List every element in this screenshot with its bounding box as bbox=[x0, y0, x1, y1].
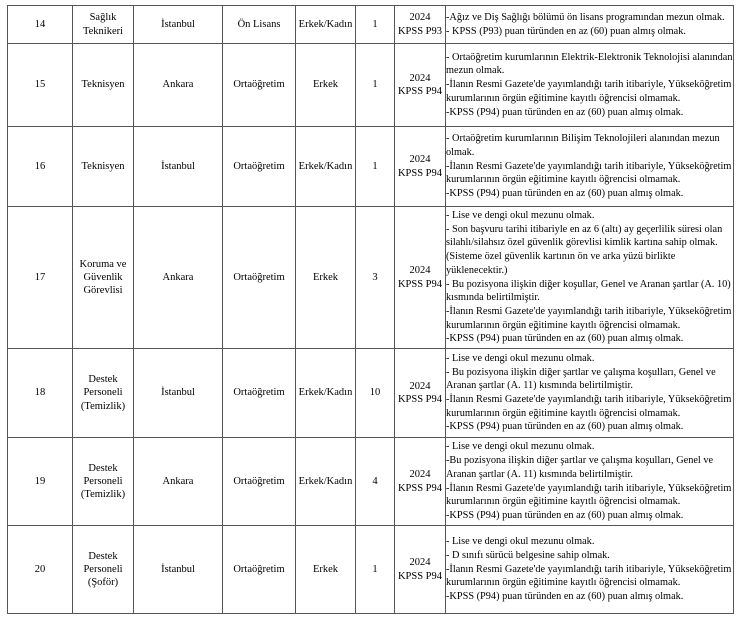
requirement-line: - Lise ve dengi okul mezunu olmak. bbox=[446, 352, 595, 364]
cell-education-level: Ortaöğretim bbox=[223, 438, 296, 526]
cell-count: 1 bbox=[356, 6, 395, 44]
cell-count: 10 bbox=[356, 349, 395, 438]
requirement-line: - Lise ve dengi okul mezunu olmak. bbox=[446, 536, 595, 548]
cell-requirements bbox=[446, 526, 734, 614]
cell-position bbox=[73, 438, 134, 526]
position-line: (Temizlik) bbox=[80, 489, 126, 501]
requirement-line: - Ortaöğretim kurumlarının Bilişim Teknolojileri alanından mezun olmak. bbox=[446, 133, 720, 158]
position-line: Teknikeri bbox=[82, 25, 124, 37]
kpss-line: KPSS P94 bbox=[397, 167, 443, 179]
kpss-line: 2024 bbox=[409, 557, 431, 569]
kpss-line: 2024 bbox=[409, 72, 431, 84]
position-line: Teknisyen bbox=[81, 160, 125, 172]
kpss-line: KPSS P94 bbox=[397, 86, 443, 97]
requirement-line: - Lise ve dengi okul mezunu olmak. bbox=[446, 441, 595, 453]
table-row bbox=[8, 349, 734, 438]
requirement-line: -KPSS (P94) puan türünden en az (60) puan almış olmak. bbox=[446, 509, 684, 521]
cell-city: İstanbul bbox=[134, 127, 223, 207]
requirement-line: -Bu pozisyona ilişkin diğer şartlar ve çalışma koşulları, Genel ve Aranan şartlar (A. 11) kısmında belirtilmiştir. bbox=[446, 455, 714, 480]
table-row bbox=[8, 127, 734, 207]
position-line: Personeli bbox=[83, 387, 123, 399]
position-line: Sağlık bbox=[89, 12, 117, 24]
requirement-line: -İlanın Resmi Gazete'de yayımlandığı tarih itibariyle, Yükseköğretim kurumlarının örgün eğitimine kayıtlı öğrencisi olmamak. bbox=[446, 394, 732, 419]
requirement-line: -KPSS (P94) puan türünden en az (60) puan almış olmak. bbox=[446, 421, 684, 433]
requirement-line: -İlanın Resmi Gazete'de yayımlandığı tarih itibariyle, Yükseköğretim kurumlarının örgün eğitimine kayıtlı öğrencisi olmamak. bbox=[446, 482, 732, 508]
cell-city: İstanbul bbox=[134, 526, 223, 614]
requirement-line: -KPSS (P94) puan türünden en az (60) puan almış olmak. bbox=[446, 591, 684, 603]
requirement-line: -İlanın Resmi Gazete'de yayımlandığı tarih itibariyle, Yükseköğretim kurumlarının örgün eğitimine kayıtlı öğrencisi olmamak. bbox=[446, 305, 732, 331]
kpss-line: KPSS P93 bbox=[397, 25, 443, 37]
cell-requirements bbox=[446, 349, 734, 438]
cell-kpss-score-type bbox=[395, 127, 446, 207]
cell-education-level: Ortaöğretim bbox=[223, 526, 296, 614]
kpss-line: 2024 bbox=[409, 469, 431, 481]
cell-requirements bbox=[446, 207, 734, 349]
position-line: Destek bbox=[88, 462, 118, 474]
cell-position bbox=[73, 207, 134, 349]
cell-position bbox=[73, 349, 134, 438]
table-row bbox=[8, 207, 734, 349]
cell-kpss-score-type bbox=[395, 438, 446, 526]
cell-count: 4 bbox=[356, 438, 395, 526]
requirement-line: -İlanın Resmi Gazete'de yayımlandığı tarih itibariyle, Yükseköğretim kurumlarının örgün eğitimine kayıtlı öğrencisi olmamak. bbox=[446, 79, 732, 104]
cell-education-level: Ortaöğretim bbox=[223, 207, 296, 349]
cell-kpss-score-type bbox=[395, 526, 446, 614]
cell-row-number: 17 bbox=[8, 207, 73, 349]
cell-requirements bbox=[446, 438, 734, 526]
requirement-line: - D sınıfı sürücü belgesine sahip olmak. bbox=[446, 549, 610, 561]
kpss-line: 2024 bbox=[409, 12, 431, 24]
cell-row-number: 14 bbox=[8, 6, 73, 44]
cell-count: 1 bbox=[356, 526, 395, 614]
cell-education-level: Ortaöğretim bbox=[223, 349, 296, 438]
requirement-line: -İlanın Resmi Gazete'de yayımlandığı tarih itibariyle, Yükseköğretim kurumlarının örgün eğitimine kayıtlı öğrencisi olmamak. bbox=[446, 160, 732, 186]
cell-gender: Erkek bbox=[296, 207, 356, 349]
cell-gender: Erkek bbox=[296, 44, 356, 127]
cell-row-number: 18 bbox=[8, 349, 73, 438]
cell-kpss-score-type bbox=[395, 6, 446, 44]
requirement-line: - Bu pozisyona ilişkin diğer koşullar, Genel ve Aranan şartlar (A. 10) kısmında belirtilmiştir. bbox=[446, 278, 731, 304]
cell-kpss-score-type bbox=[395, 349, 446, 438]
requirement-line: - KPSS (P93) puan türünden en az (60) puan almış olmak. bbox=[446, 25, 686, 37]
position-line: (Şoför) bbox=[87, 577, 119, 589]
cell-position bbox=[73, 44, 134, 127]
cell-position bbox=[73, 127, 134, 207]
requirement-line: - Lise ve dengi okul mezunu olmak. bbox=[446, 210, 595, 222]
cell-gender: Erkek/Kadın bbox=[296, 127, 356, 207]
position-line: Koruma ve bbox=[79, 258, 127, 270]
cell-requirements bbox=[446, 6, 734, 44]
cell-position bbox=[73, 526, 134, 614]
cell-kpss-score-type bbox=[395, 44, 446, 127]
requirement-line: - Bu pozisyona ilişkin diğer şartlar ve çalışma koşulları, Genel ve Aranan şartlar (A. 11) kısmında belirtilmiştir. bbox=[446, 366, 716, 392]
table-row bbox=[8, 438, 734, 526]
requirement-line: -İlanın Resmi Gazete'de yayımlandığı tarih itibariyle, Yükseköğretim kurumlarının örgün eğitimine kayıtlı öğrencisi olmamak. bbox=[446, 563, 732, 589]
position-line: Personeli bbox=[83, 563, 123, 575]
requirement-line: -KPSS (P94) puan türünden en az (60) puan almış olmak. bbox=[446, 333, 684, 345]
cell-gender: Erkek/Kadın bbox=[296, 6, 356, 44]
kpss-line: 2024 bbox=[409, 380, 431, 392]
table-body bbox=[8, 6, 734, 614]
cell-count: 3 bbox=[356, 207, 395, 349]
cell-education-level: Ortaöğretim bbox=[223, 127, 296, 207]
requirement-line: - Son başvuru tarihi itibariyle en az 6 (altı) ay geçerlilik süresi olan silahlı/silahsız özel güvenlik görevlisi kimlik kartına sahip olmak.(Sisteme özel güvenlik kartının ön ve arka yüzü birlikte yüklenecektir.) bbox=[446, 223, 723, 276]
cell-row-number: 20 bbox=[8, 526, 73, 614]
cell-requirements bbox=[446, 44, 734, 127]
cell-row-number: 15 bbox=[8, 44, 73, 127]
cell-position bbox=[73, 6, 134, 44]
cell-kpss-score-type bbox=[395, 207, 446, 349]
cell-city: İstanbul bbox=[134, 349, 223, 438]
position-line: Personeli bbox=[83, 475, 123, 487]
requirement-line: - Ortaöğretim kurumlarının Elektrik-Elektronik Teknolojisi alanından mezun olmak. bbox=[446, 51, 733, 77]
kpss-line: KPSS P94 bbox=[397, 570, 443, 582]
cell-gender: Erkek/Kadın bbox=[296, 349, 356, 438]
cell-count: 1 bbox=[356, 44, 395, 127]
position-line: Destek bbox=[88, 374, 118, 386]
cell-city: İstanbul bbox=[134, 6, 223, 44]
cell-city: Ankara bbox=[134, 44, 223, 127]
cell-city: Ankara bbox=[134, 438, 223, 526]
kpss-line: KPSS P94 bbox=[397, 394, 443, 405]
cell-education-level: Ön Lisans bbox=[223, 6, 296, 44]
cell-city: Ankara bbox=[134, 207, 223, 349]
position-line: Destek bbox=[88, 550, 118, 562]
requirement-line: -KPSS (P94) puan türünden en az (60) puan almış olmak. bbox=[446, 188, 684, 200]
cell-gender: Erkek/Kadın bbox=[296, 438, 356, 526]
requirement-line: -Ağız ve Diş Sağlığı bölümü ön lisans programından mezun olmak. bbox=[446, 11, 725, 23]
kpss-line: KPSS P94 bbox=[397, 278, 443, 290]
table-row bbox=[8, 6, 734, 44]
position-line: Görevlisi bbox=[83, 285, 123, 297]
cell-row-number: 16 bbox=[8, 127, 73, 207]
job-positions-table bbox=[7, 5, 734, 614]
cell-education-level: Ortaöğretim bbox=[223, 44, 296, 127]
cell-count: 1 bbox=[356, 127, 395, 207]
position-line: Güvenlik bbox=[83, 271, 123, 283]
kpss-line: 2024 bbox=[409, 154, 431, 166]
cell-requirements bbox=[446, 127, 734, 207]
kpss-line: KPSS P94 bbox=[397, 482, 443, 494]
position-line: Teknisyen bbox=[81, 79, 125, 91]
position-line: (Temizlik) bbox=[80, 400, 126, 412]
cell-row-number: 19 bbox=[8, 438, 73, 526]
table-row bbox=[8, 526, 734, 614]
requirement-line: -KPSS (P94) puan türünden en az (60) puan almış olmak. bbox=[446, 106, 684, 118]
cell-gender: Erkek bbox=[296, 526, 356, 614]
table-row bbox=[8, 44, 734, 127]
kpss-line: 2024 bbox=[409, 265, 431, 277]
